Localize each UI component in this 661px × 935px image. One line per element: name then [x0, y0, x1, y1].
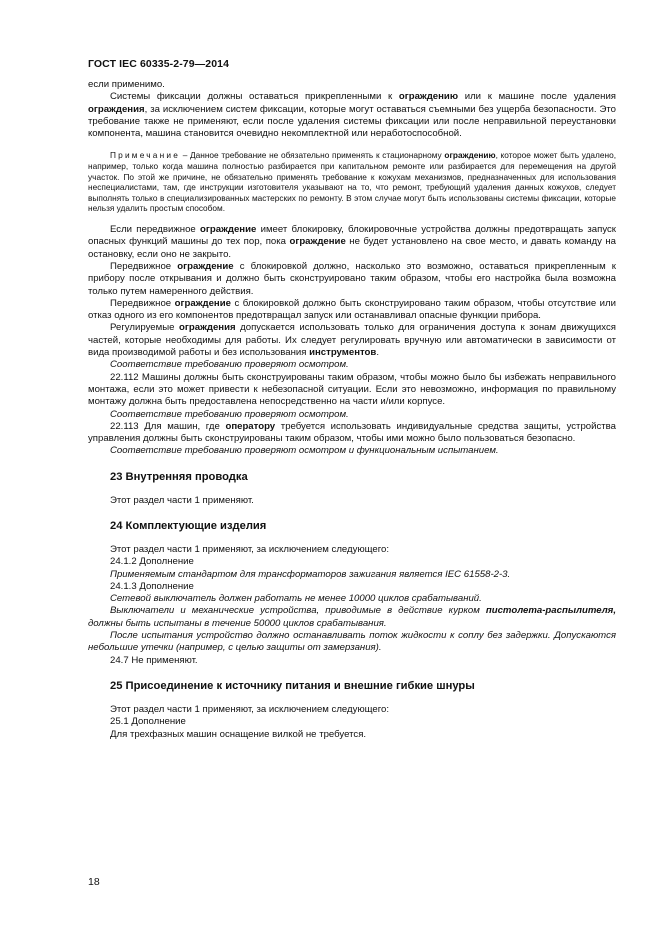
text: , которое может быть удалено, например, только когда машина полностью разбирается при капитальном ремонте или разбирается для перемещения на другой участок. По этой же причине, не обязательно применять требование к кожухам механизмов, предназначенных для использования неспециалистами, там, где инструкции изготовителя указывают на то, что ремонт, требующий удаления данных кожухов, следует выполнять только в специализированных мастерских по ремонту. В этом случае могут быть использованы системы фиксации, которые нельзя удалить простым способом.: [88, 150, 616, 214]
text: Регулируемые: [110, 322, 180, 334]
clause-24-1-2-text: Применяемым стандартом для трансформаторов зажигания является IEC 61558-2-3.: [110, 568, 511, 580]
paragraph-continuation: если применимо.: [88, 79, 165, 90]
text: Передвижное: [110, 260, 178, 272]
compliance-check: Соответствие требованию проверяют осмотром.: [110, 408, 349, 420]
text: Системы фиксации должны оставаться прикрепленными к: [110, 91, 399, 103]
paragraph-fixing-systems: [88, 91, 616, 140]
note-block: [88, 150, 616, 214]
term-spray-gun: пистолета-распылителя,: [485, 605, 616, 617]
text: – Данное требование не обязательно применять к стационарному: [180, 150, 445, 161]
paragraph-movable-guard-failure: [88, 298, 616, 323]
clause-25-1: 25.1 Дополнение: [110, 716, 186, 728]
text: должны быть испытаны в течение 50000 циклов срабатывания.: [88, 617, 387, 629]
term-guard: ограждению: [398, 91, 459, 103]
text: .: [376, 347, 379, 359]
term-operator: оператору: [225, 420, 276, 432]
text: не будет установлено на свое место, и давать команду на остановку, если оно не закрыто.: [88, 236, 617, 260]
section-24-intro: Этот раздел части 1 применяют, за исключением следующего:: [110, 543, 390, 555]
note-paragraph: [88, 150, 616, 214]
text: , за исключением систем фиксации, которые могут оставаться съемными без ущерба безопасности. Это требование также не применяют, если после удаления системы фиксации или после неправильной переустановки компонента, машина становится очевидно некомплектной или неработоспособной.: [88, 103, 616, 140]
clause-25-1-text: Для трехфазных машин оснащение вилкой не требуется.: [110, 728, 367, 740]
compliance-check: Соответствие требованию проверяют осмотром и функциональным испытанием.: [110, 445, 499, 457]
term-guards: ограждения: [179, 322, 236, 334]
clause-24-1-2: 24.1.2 Дополнение: [110, 556, 194, 568]
term-guard: ограждению: [444, 150, 496, 161]
clause-24-1-3: 24.1.3 Дополнение: [110, 580, 194, 592]
term-guard: ограждение: [289, 236, 346, 248]
clause-24-leak-text: После испытания устройство должно останавливать поток жидкости к соплу без задержки. Допускаются небольшие утечки (например, с целью защиты от замерзания).: [88, 630, 616, 654]
clause-22-113: [88, 421, 616, 446]
section-24-title: 24 Комплектующие изделия: [110, 519, 267, 532]
paragraph-adjustable-guards: [88, 322, 616, 359]
section-25-heading-wrap: [88, 679, 616, 693]
paragraph-movable-guard-interlock: [88, 224, 616, 261]
term-guard: ограждение: [200, 224, 257, 236]
text: Выключатели и механические устройства, приводимые в действие курком: [110, 605, 486, 617]
document-header: ГОСТ IEC 60335-2-79—2014: [88, 58, 230, 70]
section-25-title: 25 Присоединение к источнику питания и внешние гибкие шнуры: [110, 679, 475, 692]
text: требуется использовать индивидуальные средства защиты, устройства управления должны быть сконструированы таким образом, чтобы ими можно было пользоваться безопасно.: [88, 420, 616, 445]
term-guard: ограждения: [88, 103, 145, 115]
text: с блокировкой должно, насколько это возможно, оставаться прикрепленным к прибору после открывания и должно быть сконструировано таким образом, чтобы его настройка была возможна только путем намеренного действия.: [88, 260, 616, 297]
section-23-text: Этот раздел части 1 применяют.: [110, 494, 254, 506]
section-23-title: 23 Внутренняя проводка: [110, 470, 248, 483]
page-number: 18: [88, 876, 100, 888]
term-tools: инструментов: [309, 347, 377, 359]
clause-24-switches-text: [88, 605, 616, 630]
document-page: [88, 58, 616, 741]
text: Передвижное: [110, 297, 175, 309]
compliance-check: Соответствие требованию проверяют осмотром.: [110, 359, 349, 371]
section-25-intro: Этот раздел части 1 применяют, за исключением следующего:: [110, 703, 390, 715]
text: Если передвижное: [110, 224, 201, 236]
clause-24-7: 24.7 Не применяют.: [110, 654, 198, 666]
text: 22.113 Для машин, где: [110, 420, 226, 432]
term-guard: ограждение: [177, 260, 234, 272]
clause-22-112: 22.112 Машины должны быть сконструированы таким образом, чтобы можно было бы избежать неправильного монтажа, если это может привести к небезопасной ситуации. Если это невозможно, информация по правильному монтажу должна быть предоставлена непосредственно на части и/или корпусе.: [88, 371, 616, 408]
paragraph-movable-guard-attached: [88, 261, 616, 298]
text: имеет блокировку, блокировочные устройства должны предотвращать запуск опасных функций машины до тех пор, пока: [88, 224, 616, 248]
text: допускается использовать только для ограничения доступа к зонам движущихся частей, которые необходимы для работы. Их следует регулировать вручную или автоматически в зависимости от вида производимой работы и без использования: [88, 322, 616, 359]
text: или к машине после удаления: [458, 91, 616, 103]
section-23-heading-wrap: [88, 470, 616, 484]
clause-24-1-3-text: Сетевой выключатель должен работать не менее 10000 циклов срабатываний.: [110, 593, 482, 605]
term-guard: ограждение: [174, 297, 231, 309]
text: с блокировкой должно быть сконструировано таким образом, чтобы отсутствие или отказ одного из его компонентов предотвращал запуск или останавливал опасные функции прибора.: [88, 297, 616, 322]
note-label: Примечание: [110, 150, 181, 161]
section-24-heading-wrap: [88, 519, 616, 533]
